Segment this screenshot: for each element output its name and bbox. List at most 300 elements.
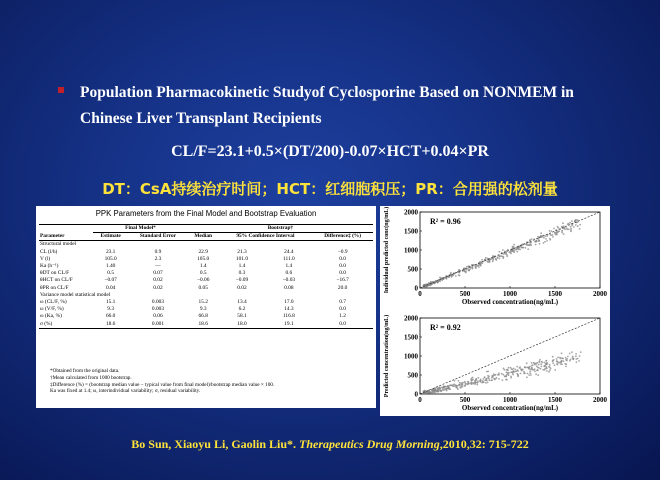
scatter-point [445, 386, 447, 388]
scatter-point [527, 373, 529, 375]
scatter-point [448, 387, 450, 389]
scatter-point [537, 374, 539, 376]
col-header: Difference‡ (%) [324, 233, 362, 240]
scatter-point [543, 237, 545, 239]
param-name-cell: ω (V/F, %) [40, 306, 64, 313]
table-section-row [39, 292, 373, 299]
scatter-point [567, 356, 569, 358]
scatter-point [552, 362, 554, 364]
param-name-cell: σ (%) [40, 320, 53, 327]
param-name-cell: Ka (h⁻¹) [40, 263, 59, 270]
value-cell: −0.09 [235, 277, 249, 284]
scatter-point [537, 369, 539, 371]
scatter-point [430, 392, 432, 394]
scatter-point [528, 367, 530, 369]
scatter-point [548, 371, 550, 373]
scatter-point [540, 366, 542, 368]
scatter-point [484, 376, 486, 378]
scatter-point [541, 361, 543, 363]
scatter-point [557, 364, 559, 366]
scatter-point [507, 249, 509, 251]
value-cell: 0.04 [105, 284, 116, 291]
x-axis-label: Observed concentration(ng/mL) [461, 298, 559, 306]
value-cell: 15.2 [198, 299, 208, 306]
x-tick-label: 1000 [503, 290, 517, 298]
scatter-point [447, 385, 449, 387]
value-cell: 116.8 [282, 313, 295, 320]
col-header: 95% Confidence Interval [236, 233, 295, 240]
scatter-point [450, 384, 452, 386]
scatter-point [537, 236, 539, 238]
scatter-point [571, 351, 573, 353]
scatter-point [569, 353, 571, 355]
scatter-point [552, 356, 554, 358]
scatter-point [531, 362, 533, 364]
value-cell: 0.9 [154, 248, 162, 255]
scatter-point [459, 382, 461, 384]
citation-journal: Therapeutics Drug Morning [299, 437, 440, 451]
scatter-point [512, 369, 514, 371]
scatter-point [545, 363, 547, 365]
scatter-point [493, 378, 495, 380]
scatter-point [425, 391, 427, 393]
scatter-point [475, 379, 477, 381]
x-axis-label: Observed concentration(ng/mL) [461, 404, 559, 412]
scatter-point [440, 390, 442, 392]
scatter-point [506, 254, 508, 256]
scatter-point [561, 232, 563, 234]
scatter-point [561, 226, 563, 228]
scatter-point [575, 353, 577, 355]
value-cell: 15.1 [105, 299, 116, 306]
value-cell: 0.0 [339, 255, 347, 262]
scatter-point [501, 373, 503, 375]
value-cell: 0.5 [199, 270, 207, 277]
scatter-point [520, 373, 522, 375]
value-cell: 1.4 [285, 263, 293, 270]
scatter-point [437, 388, 439, 390]
table-row [39, 249, 373, 256]
scatter-point [442, 389, 444, 391]
y-tick-label: 1000 [404, 352, 418, 361]
scatter-point [485, 378, 487, 380]
scatter-point [488, 379, 490, 381]
value-cell: 0.02 [153, 277, 163, 284]
scatter-point [471, 382, 473, 384]
scatter-point [462, 382, 464, 384]
slide-title-line1: Population Pharmacokinetic Studyof Cyclosporine Based on NONMEM in [80, 84, 574, 101]
scatter-point [493, 373, 495, 375]
ipred-scatter-svg [380, 206, 610, 310]
scatter-point [506, 369, 508, 371]
scatter-point [523, 371, 525, 373]
scatter-point [540, 363, 542, 365]
clearance-formula: CL/F=23.1+0.5×(DT/200)-0.07×HCT+0.04×PR [171, 143, 489, 160]
scatter-point [549, 364, 551, 366]
scatter-point [577, 225, 579, 227]
value-cell: 18.6 [198, 320, 208, 327]
scatter-point [518, 247, 520, 249]
table-row [39, 256, 373, 263]
table-row [39, 285, 373, 292]
scatter-point [471, 380, 473, 382]
scatter-point [513, 251, 515, 253]
value-cell: 9.3 [107, 306, 115, 313]
scatter-point [435, 280, 437, 282]
scatter-point [443, 387, 445, 389]
scatter-point [557, 227, 559, 229]
scatter-point [526, 376, 528, 378]
scatter-point [528, 374, 530, 376]
scatter-point [575, 219, 577, 221]
scatter-point [439, 280, 441, 282]
table-row [39, 277, 373, 284]
scatter-point [502, 249, 504, 251]
table-row [39, 313, 373, 320]
scatter-point [476, 384, 478, 386]
scatter-point [543, 242, 545, 244]
scatter-point [476, 265, 478, 267]
scatter-point [531, 367, 533, 369]
scatter-point [564, 228, 566, 230]
scatter-point [549, 230, 551, 232]
scatter-point [498, 251, 500, 253]
y-axis-label: Predicted concentration(ng/mL) [384, 314, 390, 398]
scatter-point [563, 233, 565, 235]
param-name-cell: ω (CL/F, %) [40, 299, 67, 306]
scatter-point [575, 355, 577, 357]
scatter-point [540, 368, 542, 370]
scatter-point [539, 243, 541, 245]
scatter-point [464, 381, 466, 383]
scatter-point [538, 364, 540, 366]
y-tick-label: 1500 [404, 333, 418, 342]
value-cell: 58.1 [237, 313, 247, 320]
value-cell: 17.0 [284, 299, 294, 306]
y-tick-label: 2000 [404, 208, 418, 217]
col-header: Estimate [100, 233, 121, 240]
scatter-point [554, 369, 556, 371]
value-cell: 66.8 [198, 313, 208, 320]
ppk-table-panel [36, 206, 376, 408]
scatter-point [529, 239, 531, 241]
scatter-point [480, 381, 482, 383]
scatter-point [556, 360, 558, 362]
scatter-point [560, 361, 562, 363]
value-cell: 0.001 [151, 320, 165, 327]
scatter-point [523, 373, 525, 375]
scatter-point [546, 235, 548, 237]
x-tick-label: 1500 [548, 396, 562, 404]
param-name-cell: V (l) [40, 255, 51, 262]
scatter-point [565, 363, 567, 365]
value-cell: −0.06 [196, 277, 210, 284]
scatter-point [576, 361, 578, 363]
value-cell: 24.4 [284, 248, 294, 255]
scatter-point [457, 388, 459, 390]
scatter-point [439, 277, 441, 279]
scatter-point [500, 255, 502, 257]
scatter-point [549, 369, 551, 371]
scatter-point [570, 226, 572, 228]
scatter-point [475, 382, 477, 384]
scatter-point [539, 359, 541, 361]
table-row [39, 306, 373, 313]
scatter-point [560, 363, 562, 365]
value-cell: 18.0 [237, 320, 247, 327]
scatter-point [549, 238, 551, 240]
footnote: Ka was fixed at 1.4; ω, interindividual variability; σ, residual variability. [50, 388, 201, 395]
scatter-point [510, 371, 512, 373]
scatter-point [528, 244, 530, 246]
table-section-row [39, 241, 373, 249]
pred-vs-observed-plot [380, 312, 610, 416]
value-cell: 0.0 [339, 263, 347, 270]
r-squared-annotation: R² = 0.96 [430, 217, 461, 226]
scatter-point [570, 228, 572, 230]
scatter-point [520, 368, 522, 370]
scatter-point [566, 229, 568, 231]
scatter-point [546, 370, 548, 372]
value-cell: 0.0 [339, 320, 347, 327]
scatter-point [530, 374, 532, 376]
scatter-point [540, 232, 542, 234]
scatter-point [573, 358, 575, 360]
scatter-point [468, 383, 470, 385]
scatter-point [502, 379, 504, 381]
value-cell: 0.08 [284, 284, 294, 291]
slide-title-line2: Chinese Liver Transplant Recipients [80, 110, 322, 127]
pred-scatter-svg [380, 312, 610, 416]
plots-panel [380, 206, 610, 416]
scatter-point [502, 374, 504, 376]
value-cell: −0.9 [337, 248, 348, 255]
scatter-point [561, 352, 563, 354]
scatter-point [455, 386, 457, 388]
scatter-point [578, 360, 580, 362]
footnote: ‡Difference (%) = (bootstrap median value − typical value from final model)/bootstrap median value × 100. [50, 381, 275, 388]
scatter-point [535, 244, 537, 246]
scatter-point [467, 381, 469, 383]
ipred-vs-observed-plot [380, 206, 610, 310]
scatter-point [561, 357, 563, 359]
scatter-point [554, 232, 556, 234]
scatter-point [558, 230, 560, 232]
scatter-point [497, 256, 499, 258]
scatter-point [508, 252, 510, 254]
x-tick-label: 500 [459, 290, 471, 298]
x-tick-label: 1000 [503, 396, 517, 404]
scatter-point [486, 380, 488, 382]
param-name-cell: θDT on CL/F [40, 270, 70, 277]
scatter-point [529, 370, 531, 372]
scatter-point [550, 234, 552, 236]
scatter-point [524, 366, 526, 368]
scatter-point [478, 377, 480, 379]
scatter-point [575, 358, 577, 360]
scatter-point [532, 369, 534, 371]
citation-rest: ,2010,32: 715-722 [439, 437, 529, 451]
scatter-point [515, 249, 517, 251]
scatter-point [572, 356, 574, 358]
param-name-cell: θPR on CL/F [40, 284, 69, 291]
scatter-point [580, 351, 582, 353]
value-cell: 1.2 [339, 313, 347, 320]
scatter-point [459, 275, 461, 277]
value-cell: 0.0 [339, 270, 347, 277]
y-tick-label: 0 [414, 284, 418, 293]
scatter-point [510, 253, 512, 255]
scatter-point [492, 261, 494, 263]
scatter-point [538, 361, 540, 363]
scatter-point [461, 383, 463, 385]
scatter-point [465, 271, 467, 273]
table-row [39, 321, 373, 329]
scatter-point [506, 371, 508, 373]
scatter-point [544, 362, 546, 364]
scatter-point [482, 381, 484, 383]
scatter-point [579, 228, 581, 230]
scatter-point [517, 370, 519, 372]
scatter-point [502, 257, 504, 259]
scatter-point [497, 374, 499, 376]
table-row [39, 299, 373, 306]
scatter-point [426, 392, 428, 394]
scatter-point [532, 364, 534, 366]
value-cell: 105.0 [104, 255, 117, 262]
value-cell: 18.6 [105, 320, 116, 327]
scatter-point [573, 226, 575, 228]
scatter-point [561, 230, 563, 232]
scatter-point [546, 367, 548, 369]
group-header-final: Final Model* [93, 225, 188, 233]
bullet-square-icon [58, 87, 64, 93]
scatter-point [569, 222, 571, 224]
scatter-point [557, 357, 559, 359]
scatter-point [579, 355, 581, 357]
value-cell: 111.0 [282, 255, 295, 262]
scatter-point [513, 244, 515, 246]
abbreviation-note: DT：CsA持续治疗时间；HCT：红细胞积压；PR：合用强的松剂量 [102, 180, 558, 198]
scatter-point [466, 269, 468, 271]
table-row [39, 270, 373, 277]
citation [0, 437, 660, 452]
y-tick-label: 0 [414, 390, 418, 399]
scatter-point [563, 360, 565, 362]
scatter-point [516, 251, 518, 253]
value-cell: 0.0 [339, 306, 347, 313]
x-tick-label: 0 [418, 396, 422, 404]
scatter-point [482, 378, 484, 380]
scatter-point [544, 235, 546, 237]
scatter-point [538, 367, 540, 369]
param-name-cell: θHCT on CL/F [40, 277, 73, 284]
scatter-point [546, 240, 548, 242]
y-tick-label: 500 [407, 371, 418, 380]
scatter-point [534, 371, 536, 373]
scatter-point [526, 362, 528, 364]
scatter-point [516, 366, 518, 368]
slide-title [80, 80, 615, 132]
value-cell: 2.3 [154, 255, 162, 262]
scatter-point [430, 284, 432, 286]
scatter-point [554, 364, 556, 366]
scatter-point [510, 367, 512, 369]
scatter-point [575, 224, 577, 226]
scatter-point [530, 244, 532, 246]
scatter-point [503, 369, 505, 371]
scatter-point [519, 366, 521, 368]
scatter-point [460, 387, 462, 389]
scatter-point [499, 258, 501, 260]
value-cell: 0.05 [198, 284, 208, 291]
scatter-point [491, 379, 493, 381]
scatter-point [506, 379, 508, 381]
table-caption: PPK Parameters from the Final Model and Bootstrap Evaluation [95, 209, 317, 218]
value-cell: 1.4 [199, 263, 207, 270]
y-tick-label: 1500 [404, 227, 418, 236]
x-tick-label: 0 [418, 290, 422, 298]
footnote: †Mean calculated from 1000 bootstrap. [50, 374, 132, 381]
x-tick-label: 2000 [593, 290, 607, 298]
scatter-point [466, 266, 468, 268]
value-cell: 21.3 [237, 248, 247, 255]
value-cell: 1.4 [238, 263, 246, 270]
value-cell: 13.4 [237, 299, 247, 306]
value-cell: 101.0 [235, 255, 249, 262]
scatter-point [485, 257, 487, 259]
scatter-point [521, 247, 523, 249]
scatter-point [559, 357, 561, 359]
scatter-point [458, 380, 460, 382]
ppk-table [39, 224, 373, 329]
value-cell: 6.2 [238, 306, 246, 313]
scatter-point [487, 382, 489, 384]
citation-authors: Bo Sun, Xiaoyu Li, Gaolin Liu*. [131, 437, 297, 451]
scatter-point [472, 268, 474, 270]
scatter-point [551, 230, 553, 232]
value-cell: 0.003 [151, 306, 165, 313]
value-cell: 23.1 [105, 248, 116, 255]
scatter-point [472, 379, 474, 381]
scatter-point [566, 358, 568, 360]
scatter-point [555, 234, 557, 236]
scatter-point [431, 390, 433, 392]
param-name-cell: CL (l/h) [40, 248, 58, 255]
y-axis-label: Individual predicted conc(ng/mL) [384, 206, 390, 294]
scatter-point [487, 375, 489, 377]
section-label: Structural model [40, 241, 77, 248]
scatter-point [535, 373, 537, 375]
footnote: *Obtained from the original data. [50, 368, 120, 374]
scatter-point [553, 228, 555, 230]
scatter-point [552, 234, 554, 236]
x-tick-label: 500 [459, 396, 471, 404]
scatter-point [524, 247, 526, 249]
scatter-point [527, 248, 529, 250]
scatter-point [548, 366, 550, 368]
value-cell: 14.3 [284, 306, 294, 313]
value-cell: — [155, 263, 161, 270]
scatter-point [495, 258, 497, 260]
scatter-point [458, 384, 460, 386]
value-cell: −16.7 [336, 277, 349, 284]
scatter-point [452, 385, 454, 387]
table-footnotes [50, 368, 370, 395]
scatter-point [552, 236, 554, 238]
y-tick-label: 2000 [404, 314, 418, 323]
scatter-point [552, 360, 554, 362]
